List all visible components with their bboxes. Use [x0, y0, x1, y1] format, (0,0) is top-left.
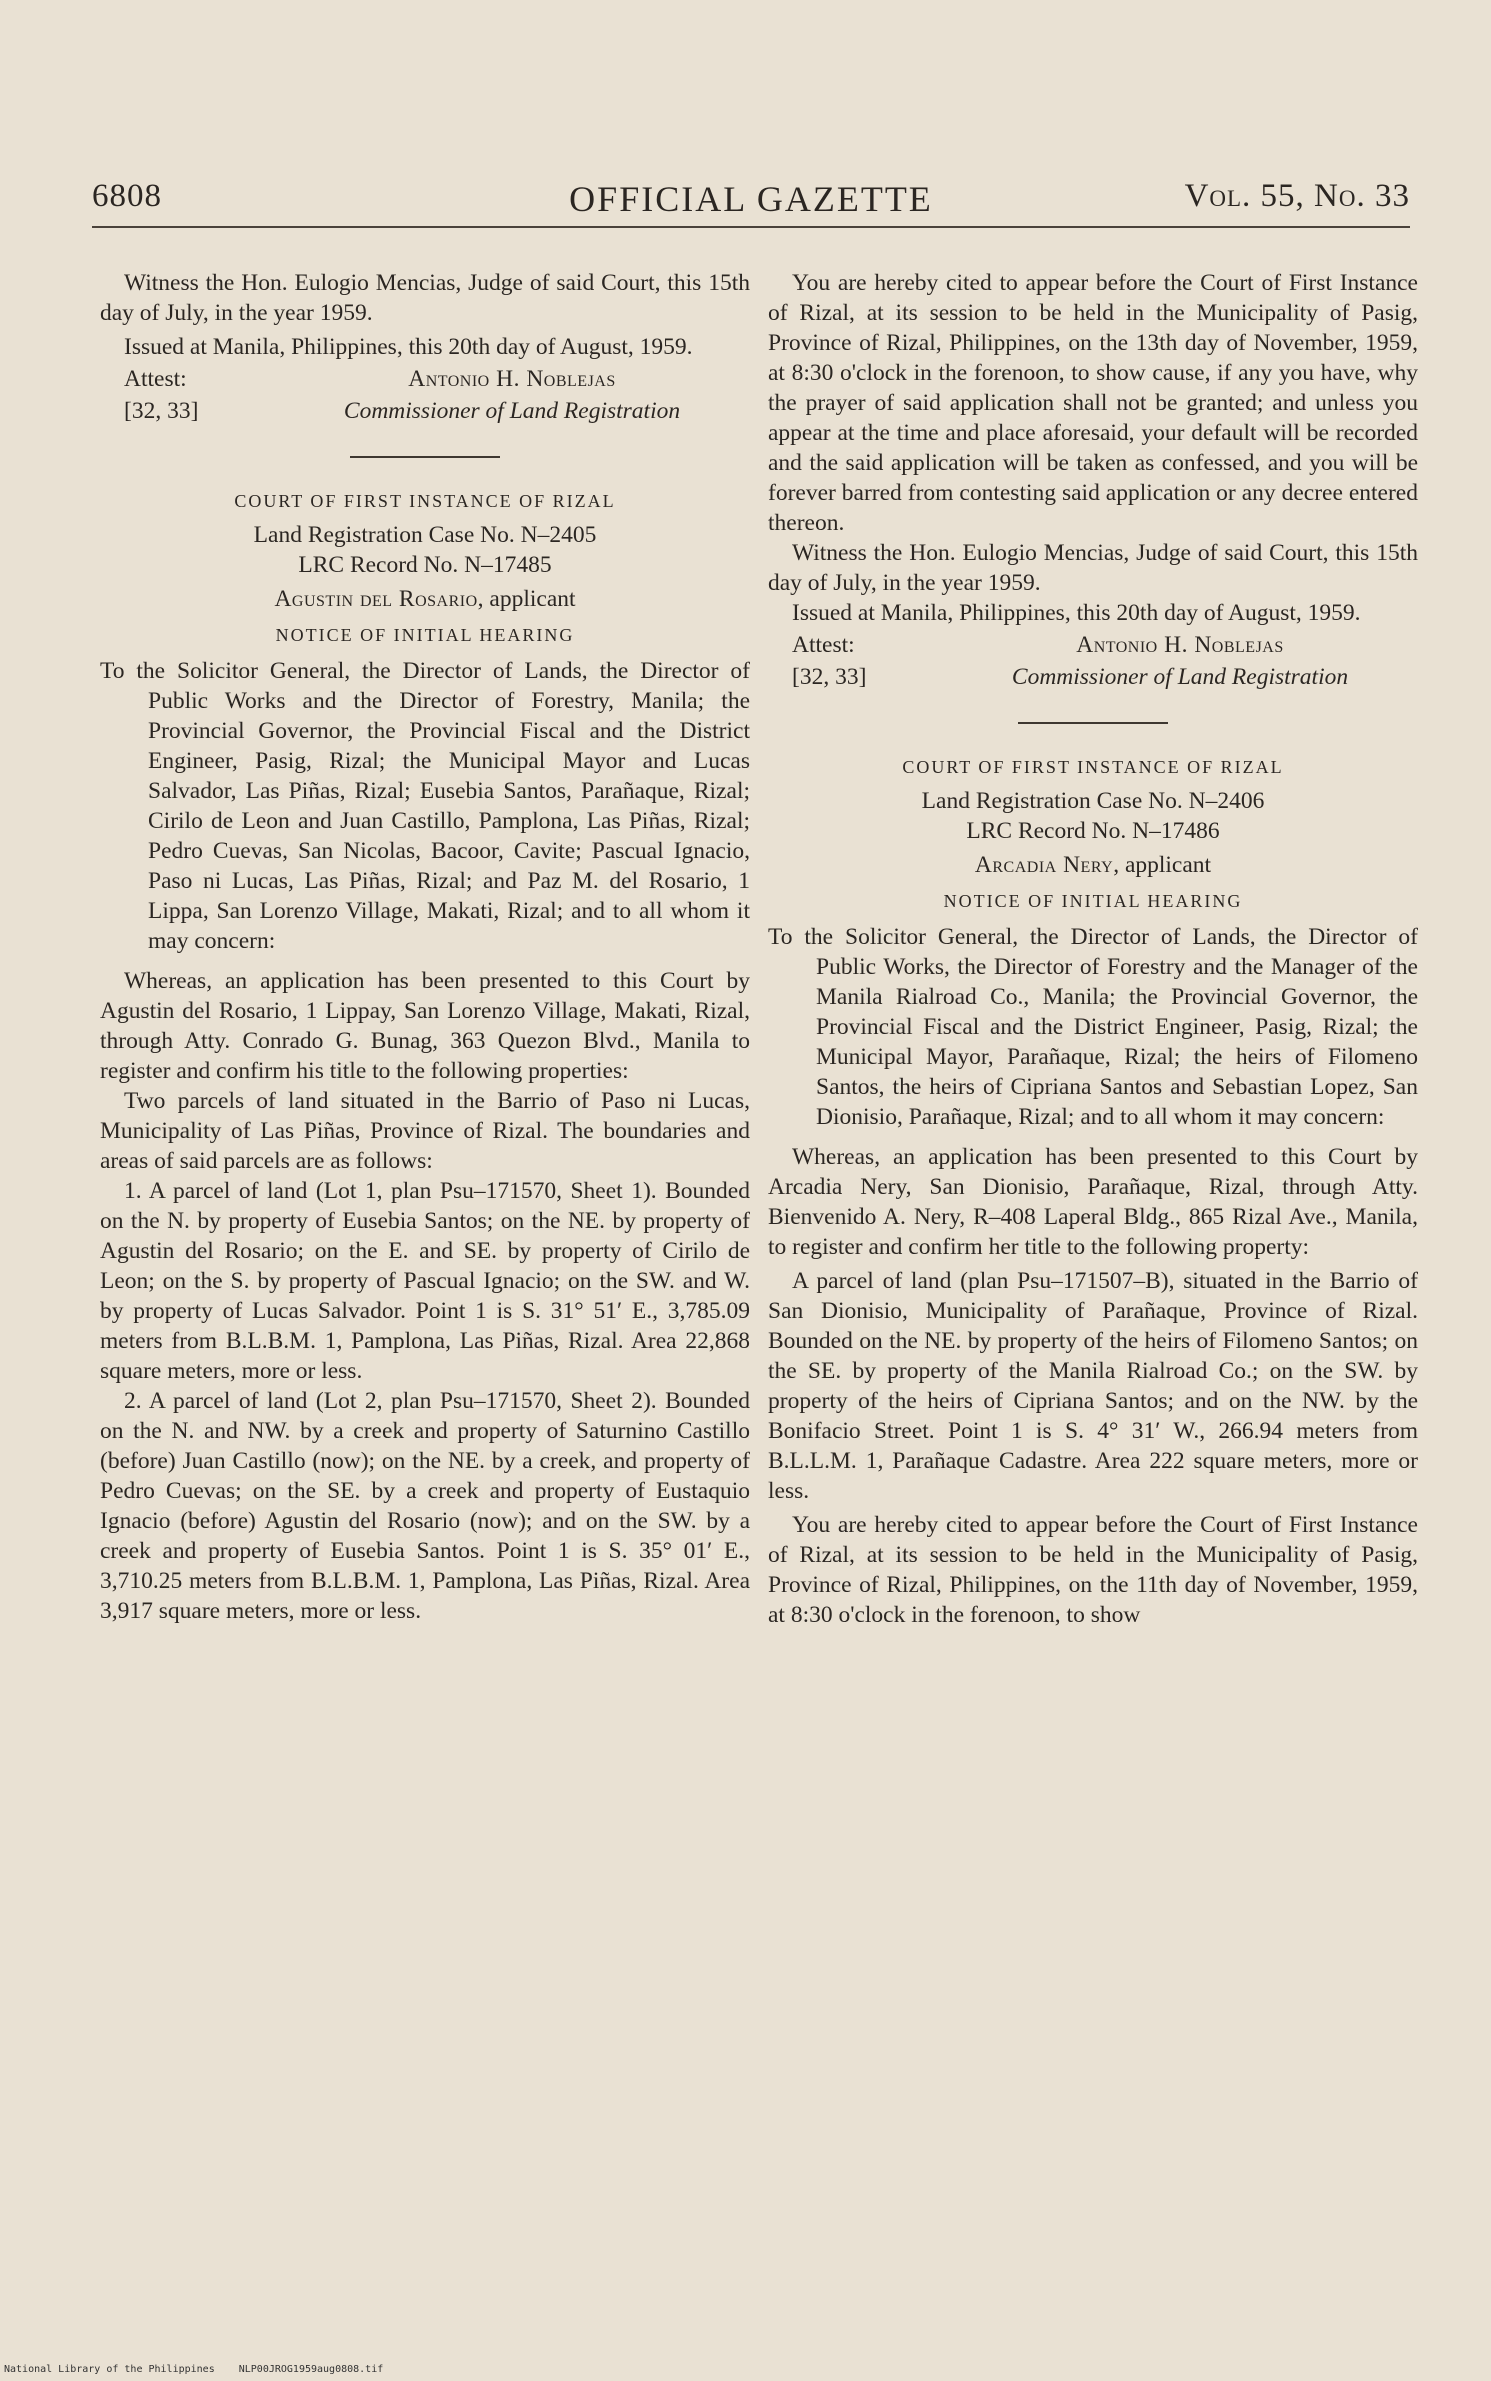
notice-heading: NOTICE OF INITIAL HEARING — [943, 891, 1243, 911]
case-number: Land Registration Case No. N–2406 — [921, 788, 1265, 814]
gazette-title: OFFICIAL GAZETTE — [569, 179, 933, 219]
commissioner-row — [124, 396, 750, 426]
section-divider — [350, 456, 500, 458]
parcels-intro: Two parcels of land situated in the Barrio of Paso ni Lucas, Municipality of Las Piñas, Province of Rizal. The boundaries and areas of said parcels are as follows: — [100, 1088, 750, 1174]
cited-paragraph: You are hereby cited to appear before the Court of First Instance of Rizal, at its session to be held in the Municipality of Pasig, Province of Rizal, Philippines, on the 13th day of November, 1959, at 8:30 o'clock in the forenoon, to show cause, if any you have, why the prayer of said application shall not be granted; and unless you appear at the time and place aforesaid, your default will be recorded and the said application will be taken as confessed, and you will be forever barred from contesting said application or any decree entered thereon. — [768, 270, 1418, 536]
page-number: 6808 — [92, 178, 162, 214]
header-rule — [92, 226, 1410, 228]
case-number: Land Registration Case No. N–2405 — [253, 522, 597, 548]
whereas-paragraph: Whereas, an application has been presented to this Court by Arcadia Nery, San Dionisio, Parañaque, Rizal, through Atty. Bienvenido A. Nery, R–408 Laperal Bldg., 865 Rizal Ave., Manila, to register and confirm her title to the following property: — [768, 1144, 1418, 1260]
parcel-2: 2. A parcel of land (Lot 2, plan Psu–171570, Sheet 2). Bounded on the N. and NW. by a creek and property of Saturnino Castillo (before) Juan Castillo (now); on the NE. by a creek, and property of Pedro Cuevas; on the SE. by a creek and property of Eustaquio Ignacio (before) Agustin del Rosario (now); and on the SW. by a creek and property of Eusebia Santos. Point 1 is S. 35° 01′ E., 3,710.25 meters from B.L.B.M. 1, Pamplona, Las Piñas, Rizal. Area 3,917 square meters, more or less. — [100, 1388, 750, 1624]
file-name: NLP00JROG1959aug0808.tif — [238, 2364, 384, 2375]
attest-label: Attest: — [792, 632, 855, 658]
intro-witness: Witness the Hon. Eulogio Mencias, Judge of said Court, this 15th day of July, in the year 1959. — [100, 270, 750, 326]
applicant-suffix: , applicant — [477, 586, 576, 612]
lrc-record: LRC Record No. N–17485 — [298, 552, 552, 578]
parcel-1: 1. A parcel of land (Lot 1, plan Psu–171570, Sheet 1). Bounded on the N. by property of Eusebia Santos; on the NE. by property of Agustin del Rosario; on the E. and SE. by property of Cirilo de Leon; on the S. by property of Pascual Ignacio; on the SW. and W. by property of Lucas Salvador. Point 1 is S. 31° 51′ E., 3,785.09 meters from B.L.B.M. 1, Pamplona, Las Piñas, Rizal. Area 22,868 square meters, more or less. — [100, 1178, 750, 1384]
attest-row — [124, 364, 750, 394]
scan-footer — [4, 2364, 401, 2375]
page-header — [92, 178, 1410, 228]
reference-number: [32, 33] — [124, 398, 199, 424]
witness-paragraph: Witness the Hon. Eulogio Mencias, Judge of said Court, this 15th day of July, in the year 1959. — [768, 540, 1418, 596]
reference-number: [32, 33] — [792, 664, 867, 690]
court-heading: COURT OF FIRST INSTANCE OF RIZAL — [902, 757, 1284, 777]
attest-name: Antonio H. Noblejas — [408, 366, 616, 392]
issued-paragraph: Issued at Manila, Philippines, this 20th day of August, 1959. — [792, 600, 1361, 626]
addressees: To the Solicitor General, the Director of Lands, the Director of Public Works and the Director of Forestry, Manila; the Provincial Governor, the Provincial Fiscal and the District Engineer, Pasig, Rizal; the Municipal Mayor and Lucas Salvador, Las Piñas, Rizal; Eusebia Santos, Parañaque, Rizal; Cirilo de Leon and Juan Castillo, Pamplona, Las Piñas, Rizal; Pedro Cuevas, San Nicolas, Bacoor, Cavite; Pascual Ignacio, Paso ni Lucas, Las Piñas, Rizal; and Paz M. del Rosario, 1 Lippa, San Lorenzo Village, Makati, Rizal; and to all whom it may concern: — [100, 658, 750, 954]
cited-paragraph-2: You are hereby cited to appear before the Court of First Instance of Rizal, at its session to be held in the Municipality of Pasig, Province of Rizal, Philippines, on the 11th day of November, 1959, at 8:30 o'clock in the forenoon, to show — [768, 1512, 1418, 1628]
applicant-line — [768, 850, 1418, 880]
applicant-name: Arcadia Nery — [974, 852, 1114, 878]
applicant-name: Agustin del Rosario — [274, 586, 478, 612]
section-divider — [1018, 722, 1168, 724]
attest-row — [792, 630, 1418, 660]
notice-heading: NOTICE OF INITIAL HEARING — [275, 625, 575, 645]
left-column — [100, 268, 750, 1626]
addressees: To the Solicitor General, the Director of Lands, the Director of Public Works, the Director of Forestry and the Manager of the Manila Rialroad Co., Manila; the Provincial Governor, the Provincial Fiscal and the District Engineer, Pasig, Rizal; the Municipal Mayor, Parañaque, Rizal; the heirs of Filomeno Santos, the heirs of Cipriana Santos and Sebastian Lopez, San Dionisio, Parañaque, Rizal; and to all whom it may concern: — [768, 924, 1418, 1130]
parcel-description: A parcel of land (plan Psu–171507–B), situated in the Barrio of San Dionisio, Municipality of Parañaque, Province of Rizal. Bounded on the NE. by property of the heirs of Filomeno Santos; on the SE. by property of the Manila Rialroad Co.; on the SW. by property of the heirs of Cipriana Santos; and on the NW. by the Bonifacio Street. Point 1 is S. 4° 31′ W., 266.94 meters from B.L.L.M. 1, Parañaque Cadastre. Area 222 square meters, more or less. — [768, 1268, 1418, 1504]
right-column — [768, 268, 1418, 1630]
lrc-record: LRC Record No. N–17486 — [966, 818, 1220, 844]
commissioner-row — [792, 662, 1418, 692]
court-heading: COURT OF FIRST INSTANCE OF RIZAL — [234, 491, 616, 511]
applicant-suffix: , applicant — [1113, 852, 1212, 878]
intro-issued: Issued at Manila, Philippines, this 20th day of August, 1959. — [124, 334, 693, 360]
attest-name: Antonio H. Noblejas — [1076, 632, 1284, 658]
commissioner-title: Commissioner of Land Registration — [1011, 664, 1349, 690]
library-credit: National Library of the Philippines — [4, 2364, 215, 2375]
attest-label: Attest: — [124, 366, 187, 392]
commissioner-title: Commissioner of Land Registration — [343, 398, 681, 424]
volume-number: Vol. 55, No. 33 — [1184, 178, 1410, 214]
whereas-paragraph: Whereas, an application has been presented to this Court by Agustin del Rosario, 1 Lippay, San Lorenzo Village, Makati, Rizal, through Atty. Conrado G. Bunag, 363 Quezon Blvd., Manila to register and confirm his title to the following properties: — [100, 968, 750, 1084]
applicant-line — [100, 584, 750, 614]
